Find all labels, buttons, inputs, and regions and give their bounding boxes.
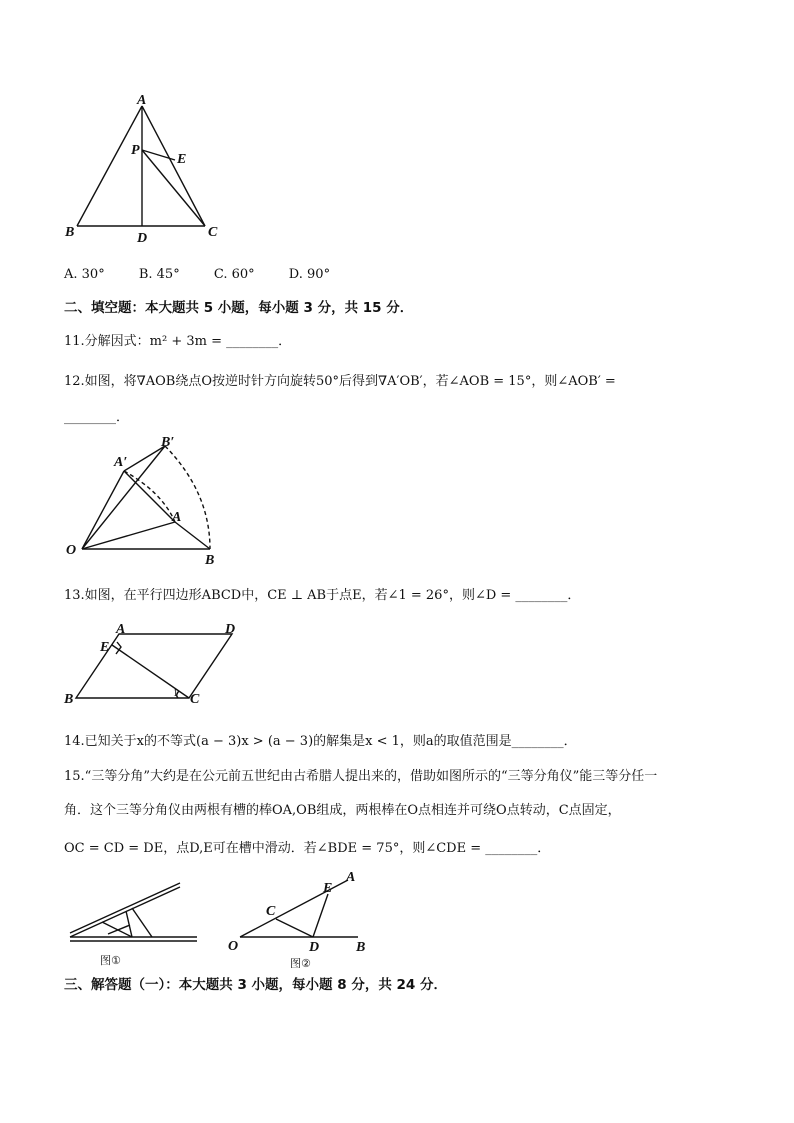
option-c: C. 60° xyxy=(213,267,255,282)
option-d: D. 90° xyxy=(288,267,331,282)
label-D: D xyxy=(137,231,148,246)
label-B: B xyxy=(356,940,366,955)
label-E: E xyxy=(100,640,110,655)
question-12-line1: 12.如图，将∇AOB绕点O按逆时针方向旋转50°后得到∇A′OB′，若∠AOB = 15°，则∠AOB′ = xyxy=(64,374,616,389)
parallelogram-figure-q13 xyxy=(62,620,242,710)
label-E: E xyxy=(323,881,333,896)
question-13: 13.如图，在平行四边形ABCD中，CE ⊥ AB于点E，若∠1 = 26°，则∠D = ________． xyxy=(64,588,581,603)
question-15-line3: OC = CD = DE，点D,E可在槽中滑动．若∠BDE = 75°，则∠CDE = ________． xyxy=(64,841,551,856)
label-C: C xyxy=(208,225,218,240)
label-A: A xyxy=(172,510,182,525)
question-15-line1: 15.“三等分角”大约是在公元前五世纪由古希腊人提出来的，借助如图所示的“三等分角仪”能三等分任一 xyxy=(64,769,658,784)
label-D: D xyxy=(309,940,320,955)
section-3-title: 三、解答题（一）：本大题共 3 小题，每小题 8 分，共 24 分． xyxy=(64,977,448,993)
label-E: E xyxy=(177,152,187,167)
option-b: B. 45° xyxy=(138,267,180,282)
question-12-line2: ________． xyxy=(64,410,130,425)
question-14: 14.已知关于x的不等式(a − 3)x > (a − 3)的解集是x < 1，则a的取值范围是________． xyxy=(64,734,577,749)
label-O: O xyxy=(228,939,239,954)
question-11: 11.分解因式：m² + 3m = ________． xyxy=(64,334,292,349)
trisection-geometry-figure xyxy=(228,868,378,968)
label-B: B xyxy=(65,225,75,240)
trisector-device-figure xyxy=(62,875,212,970)
caption-fig1: 图① xyxy=(100,954,121,967)
label-B-prime: B′ xyxy=(161,435,175,450)
rotation-figure-q12 xyxy=(62,432,232,572)
label-A: A xyxy=(137,93,147,108)
label-A: A xyxy=(346,870,356,885)
triangle-figure-q10 xyxy=(60,90,230,250)
caption-fig2: 图② xyxy=(290,957,311,968)
label-C: C xyxy=(190,692,200,707)
label-angle-1: 1 xyxy=(173,688,178,699)
label-B: B xyxy=(205,553,215,568)
label-B: B xyxy=(64,692,74,707)
label-C: C xyxy=(266,904,276,919)
label-A: A xyxy=(116,622,126,637)
q10-options xyxy=(64,266,360,284)
option-a: A. 30° xyxy=(64,267,105,282)
label-A-prime: A′ xyxy=(114,455,128,470)
section-2-title: 二、填空题：本大题共 5 小题，每小题 3 分，共 15 分． xyxy=(64,300,414,316)
question-15-line2: 角．这个三等分角仪由两根有槽的棒OA,OB组成，两根棒在O点相连并可绕O点转动，C点固定， xyxy=(64,803,621,818)
label-D: D xyxy=(225,622,236,637)
label-P: P xyxy=(131,143,140,158)
label-O: O xyxy=(66,543,77,558)
